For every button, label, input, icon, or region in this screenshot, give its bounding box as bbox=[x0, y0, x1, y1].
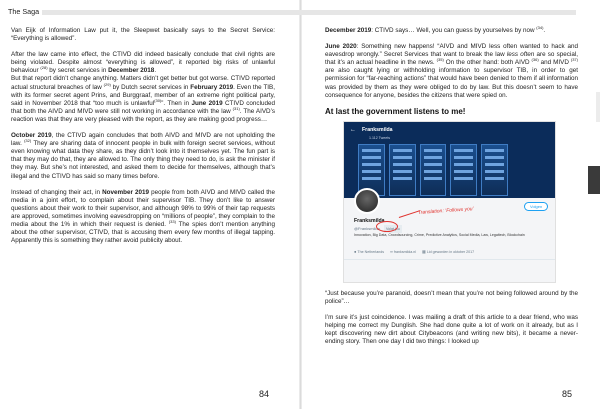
date-highlight: November 2019 bbox=[102, 188, 149, 196]
footnote-ref: (35) bbox=[436, 57, 444, 63]
footnote-ref: (34) bbox=[536, 24, 544, 30]
footnote-ref: (37) bbox=[570, 57, 578, 63]
profile-meta bbox=[354, 248, 474, 256]
footnote-ref: (32) bbox=[24, 138, 32, 144]
date-highlight: October 2019 bbox=[11, 132, 52, 140]
location-item: ●The Netherlands bbox=[354, 248, 384, 254]
avatar bbox=[354, 188, 380, 214]
website-item[interactable]: ∞franksmilda.nl bbox=[390, 248, 417, 254]
date-highlight: June 2019 bbox=[191, 99, 223, 107]
paragraph: After the law came into effect, the CTIVD did indeed basically conclude that civil rights are being violated. Despite almost “everything is allowed”, it reported big risks of unlawful behaviour $^{(28)}$ by secret services in December 2018. bbox=[11, 51, 275, 75]
server-rack bbox=[420, 144, 447, 196]
page-number-right: 85 bbox=[562, 389, 573, 399]
twitter-profile-screenshot bbox=[343, 121, 556, 283]
running-header-title: The Saga bbox=[8, 7, 40, 16]
red-circle-annotation bbox=[376, 221, 398, 232]
page-edge-mark bbox=[596, 92, 600, 122]
translation-annotation: Translation: ‘Follows you’ bbox=[417, 205, 474, 216]
page-number-left: 84 bbox=[259, 389, 270, 399]
profile-banner bbox=[344, 122, 556, 198]
date-highlight: June 2020 bbox=[325, 43, 357, 51]
footnote-ref: (29) bbox=[103, 81, 111, 87]
footnote-ref: (31) bbox=[232, 105, 240, 111]
profile-name: Franksmilda bbox=[354, 217, 385, 224]
divider bbox=[344, 259, 556, 260]
emphasis: less often bbox=[506, 51, 535, 59]
date-highlight: December 2019 bbox=[325, 27, 372, 34]
paragraph: December 2019: CTIVD says… Well, you can guess by yourselves by now $^{(34)}$. bbox=[325, 24, 546, 34]
date-highlight: December 2018 bbox=[108, 67, 155, 75]
calendar-icon: ▦ bbox=[422, 248, 426, 254]
follow-button[interactable]: Volgen bbox=[524, 202, 548, 211]
book-gutter bbox=[299, 0, 302, 409]
location-pin-icon: ● bbox=[354, 248, 357, 254]
footnote-ref: (28) bbox=[40, 65, 48, 71]
topbar-tweet-count: 1.112 Tweets bbox=[369, 135, 391, 140]
paragraph: Instead of changing their act, in November 2019 people from both AIVD and MIVD called the media in a joint effort, to complain about their supervisor TIB. They don’t like to answer questions about their work to their supervisor, and although 98% to 99% of their tap requests are approved, sometimes involving eavesdropping on “millions of people”, they complain to the media about the 1% in which their request is denied. $^{(33)}$ The spies don’t mention anything about the other supervisor, CTIVD, that is accusing them every few months of illegal tapping. Apparently this is something they rather avoid publicity about. bbox=[11, 188, 276, 245]
server-rack bbox=[450, 144, 477, 196]
right-page bbox=[325, 24, 578, 354]
joined-item: ▦Lid geworden in oktober 2017 bbox=[422, 248, 475, 254]
server-rack bbox=[389, 144, 416, 196]
chapter-thumb-tab bbox=[588, 166, 600, 194]
footnote-ref: (36) bbox=[531, 57, 539, 63]
paragraph: But that report didn’t change anything. Matters didn’t get better but got worse. CTIVD reported actual structural breaches of law $^{(29)}$ by Dutch secret services in February 2019. Even the TIB, with its former secret agent Prins, and Burggraaf, member of an extreme right political party, said in November 2018 that “too much is unlawful$^{(30)}$”. Then in June 2019 CTIVD concluded that both the AIVD and MIVD were still not working in accordance with the law $^{(31)}$. The AIVD’s reaction was that they are very pleased with the report, as they are making good progress… bbox=[11, 75, 275, 123]
server-rack bbox=[481, 144, 508, 196]
paragraph: June 2020: Something new happens! “AIVD and MIVD less often wanted to hack and eavesdrop wrongly.” Secret Services that want to break the law less often are so special, that it’s an actual headline in the news. $^{(35)}$ On the other hand: both AIVD $^{(36)}$ and MIVD $^{(37)}$ are also caught lying or withholding information to supervisor TIB, in order to get permission for “far-reaching actions” that would have been denied to them if all information was provided by them as they were obliged to do by law. But this doesn’t seem to have consequence for anyone, besides the citizens that were spied on. bbox=[325, 43, 578, 99]
section-heading: At last the government listens to me! bbox=[325, 106, 466, 116]
date-highlight: February 2019 bbox=[190, 83, 234, 91]
back-arrow-icon: ← bbox=[350, 126, 356, 133]
server-rack-image bbox=[358, 144, 508, 196]
footnote-ref: (33) bbox=[168, 218, 176, 224]
paragraph: “Just because you’re paranoid, doesn’t mean that you’re not being followed around by the police”… bbox=[325, 289, 578, 305]
paragraph: October 2019, the CTIVD again concludes that both AIVD and MIVD are not upholding the law. $^{(32)}$ They are sharing data of innocent people in bulk with foreign secret services, without even knowing what data they share, as they didn’t look into it themselves yet. The fun part is that they may do that, they are allowed to. The only thing they need to do, is ask the minister if they may. But she’s not interested, and asked them to decide for themselves, although that’s illegal and the CTIVD has said so many times before. bbox=[11, 132, 275, 180]
follows-you-badge: Volgt jou bbox=[384, 225, 402, 233]
red-arrow-annotation bbox=[399, 210, 420, 218]
profile-handle: @Franksmilda bbox=[354, 225, 380, 231]
footnote-ref: (30) bbox=[154, 97, 162, 103]
paragraph: I’m sure it’s just coincidence. I was mailing a draft of this article to a dear friend, who was helping me correct my Dunglish. She had done quite a lot of work on it already, but as I kept discovering new dirt about Citybeacons (and writing new bits), it became a never-ending story. Then one day I did two things: I looked up bbox=[325, 314, 578, 346]
topbar-name: Franksmilda bbox=[362, 126, 393, 133]
running-header-bar bbox=[42, 10, 576, 15]
paragraph: Van Eijk of Information Law put it, the Sleepwet basically says to the Secret Service: “Everything is allowed”. bbox=[11, 27, 275, 43]
left-page bbox=[11, 27, 275, 253]
profile-bio: Innovation, Big Data, Crowdsourcing, Crime, Predictive Analytics, Social Media, Law, Legaltech, Blockchain bbox=[354, 232, 525, 237]
link-icon: ∞ bbox=[390, 248, 393, 254]
